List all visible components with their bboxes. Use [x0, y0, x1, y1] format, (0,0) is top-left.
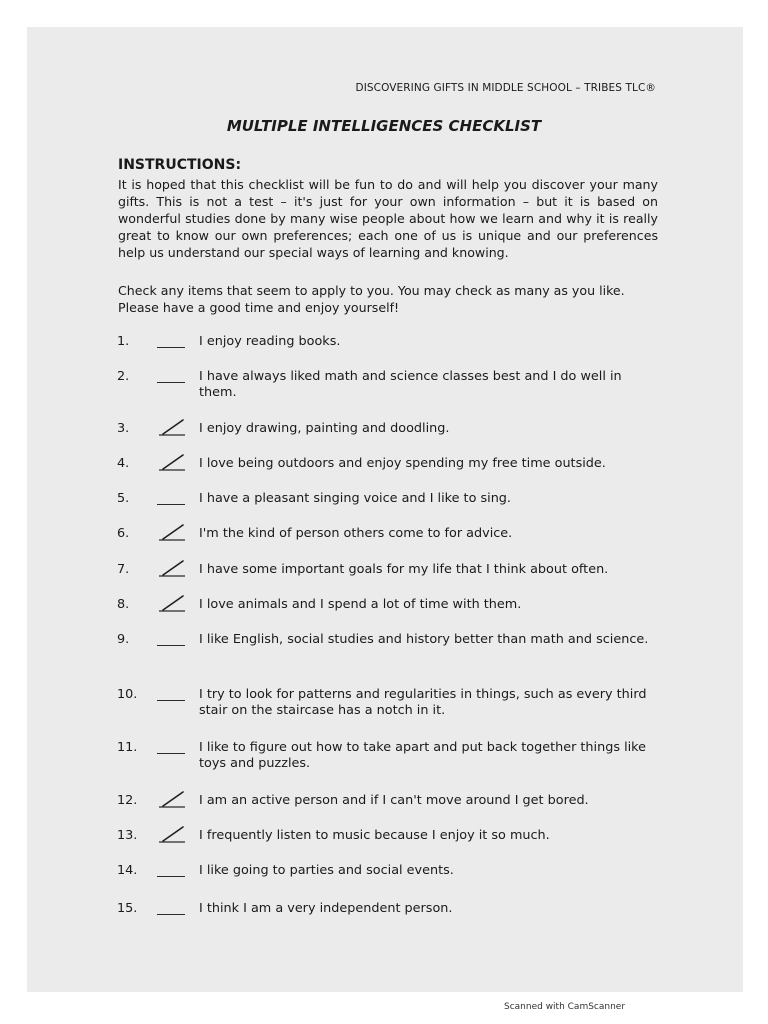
item-number: 6. [117, 526, 130, 541]
checklist-item [0, 526, 768, 560]
item-text: I like to figure out how to take apart and put back together things like toys and puzzles. [199, 740, 647, 771]
item-number: 2. [117, 369, 130, 384]
instructions-paragraph: It is hoped that this checklist will be fun to do and will help you discover your many gifts. This is not a test – it's just for your own information – but it is based on wonderful studies done by many wise people about how we learn and why it is really great to know our own preferences; each one of us is unique and our preferences help us understand our special ways of learning and knowing. [118, 177, 658, 260]
item-number: 4. [117, 456, 130, 471]
item-number: 10. [117, 687, 138, 702]
checklist-item [0, 597, 768, 631]
check-mark-icon[interactable] [157, 456, 187, 472]
item-text: I frequently listen to music because I enjoy it so much. [199, 828, 550, 843]
checklist-item [0, 562, 768, 596]
item-number: 7. [117, 562, 130, 577]
item-number: 13. [117, 828, 138, 843]
item-number: 15. [117, 901, 138, 916]
check-mark-icon[interactable] [157, 421, 187, 437]
checklist-item [0, 491, 768, 525]
checklist-item [0, 828, 768, 862]
check-mark-icon[interactable] [157, 562, 187, 578]
checklist-item [0, 456, 768, 490]
item-number: 9. [117, 632, 130, 647]
check-mark-icon[interactable] [157, 526, 187, 542]
blank-line[interactable] [157, 334, 187, 350]
checklist-item [0, 369, 768, 403]
item-text: I love being outdoors and enjoy spending my free time outside. [199, 456, 606, 471]
check-mark-icon[interactable] [157, 828, 187, 844]
item-number: 5. [117, 491, 130, 506]
item-number: 1. [117, 334, 130, 349]
checklist-item [0, 740, 768, 774]
checklist-item [0, 687, 768, 721]
item-text: I enjoy reading books. [199, 334, 341, 349]
item-text: I love animals and I spend a lot of time with them. [199, 597, 522, 612]
check-mark-icon[interactable] [157, 793, 187, 809]
blank-line[interactable] [157, 632, 187, 648]
item-text: I am an active person and if I can't move around I get bored. [199, 793, 589, 808]
item-number: 14. [117, 863, 138, 878]
page-title: MULTIPLE INTELLIGENCES CHECKLIST [226, 117, 542, 135]
checklist-item [0, 793, 768, 827]
item-number: 11. [117, 740, 138, 755]
checklist-item [0, 421, 768, 455]
blank-line[interactable] [157, 901, 187, 917]
check-mark-icon[interactable] [157, 597, 187, 613]
checklist-item [0, 863, 768, 897]
instructions-heading: INSTRUCTIONS: [118, 157, 242, 173]
item-text: I think I am a very independent person. [199, 901, 453, 916]
item-text: I have a pleasant singing voice and I like to sing. [199, 491, 511, 506]
item-text: I like going to parties and social events. [199, 863, 454, 878]
blank-line[interactable] [157, 369, 187, 385]
blank-line[interactable] [157, 491, 187, 507]
checklist-item [0, 901, 768, 935]
item-text: I enjoy drawing, painting and doodling. [199, 421, 450, 436]
item-text: I like English, social studies and history better than math and science. [199, 632, 649, 647]
item-number: 3. [117, 421, 130, 436]
scanner-watermark: Scanned with CamScanner [504, 1002, 626, 1012]
item-text: I have always liked math and science classes best and I do well in them. [199, 369, 622, 400]
blank-line[interactable] [157, 740, 187, 756]
checklist-item [0, 334, 768, 368]
item-text: I'm the kind of person others come to for advice. [199, 526, 513, 541]
checklist-item [0, 632, 768, 666]
checking-instructions: Check any items that seem to apply to you. You may check as many as you like. Please have a good time and enjoy yourself! [118, 283, 625, 315]
blank-line[interactable] [157, 863, 187, 879]
blank-line[interactable] [157, 687, 187, 703]
item-text: I try to look for patterns and regularities in things, such as every third stair on the staircase has a notch in it. [199, 687, 647, 718]
item-text: I have some important goals for my life that I think about often. [199, 562, 609, 577]
page-header: DISCOVERING GIFTS IN MIDDLE SCHOOL – TRIBES TLC® [355, 82, 656, 94]
item-number: 12. [117, 793, 138, 808]
item-number: 8. [117, 597, 130, 612]
